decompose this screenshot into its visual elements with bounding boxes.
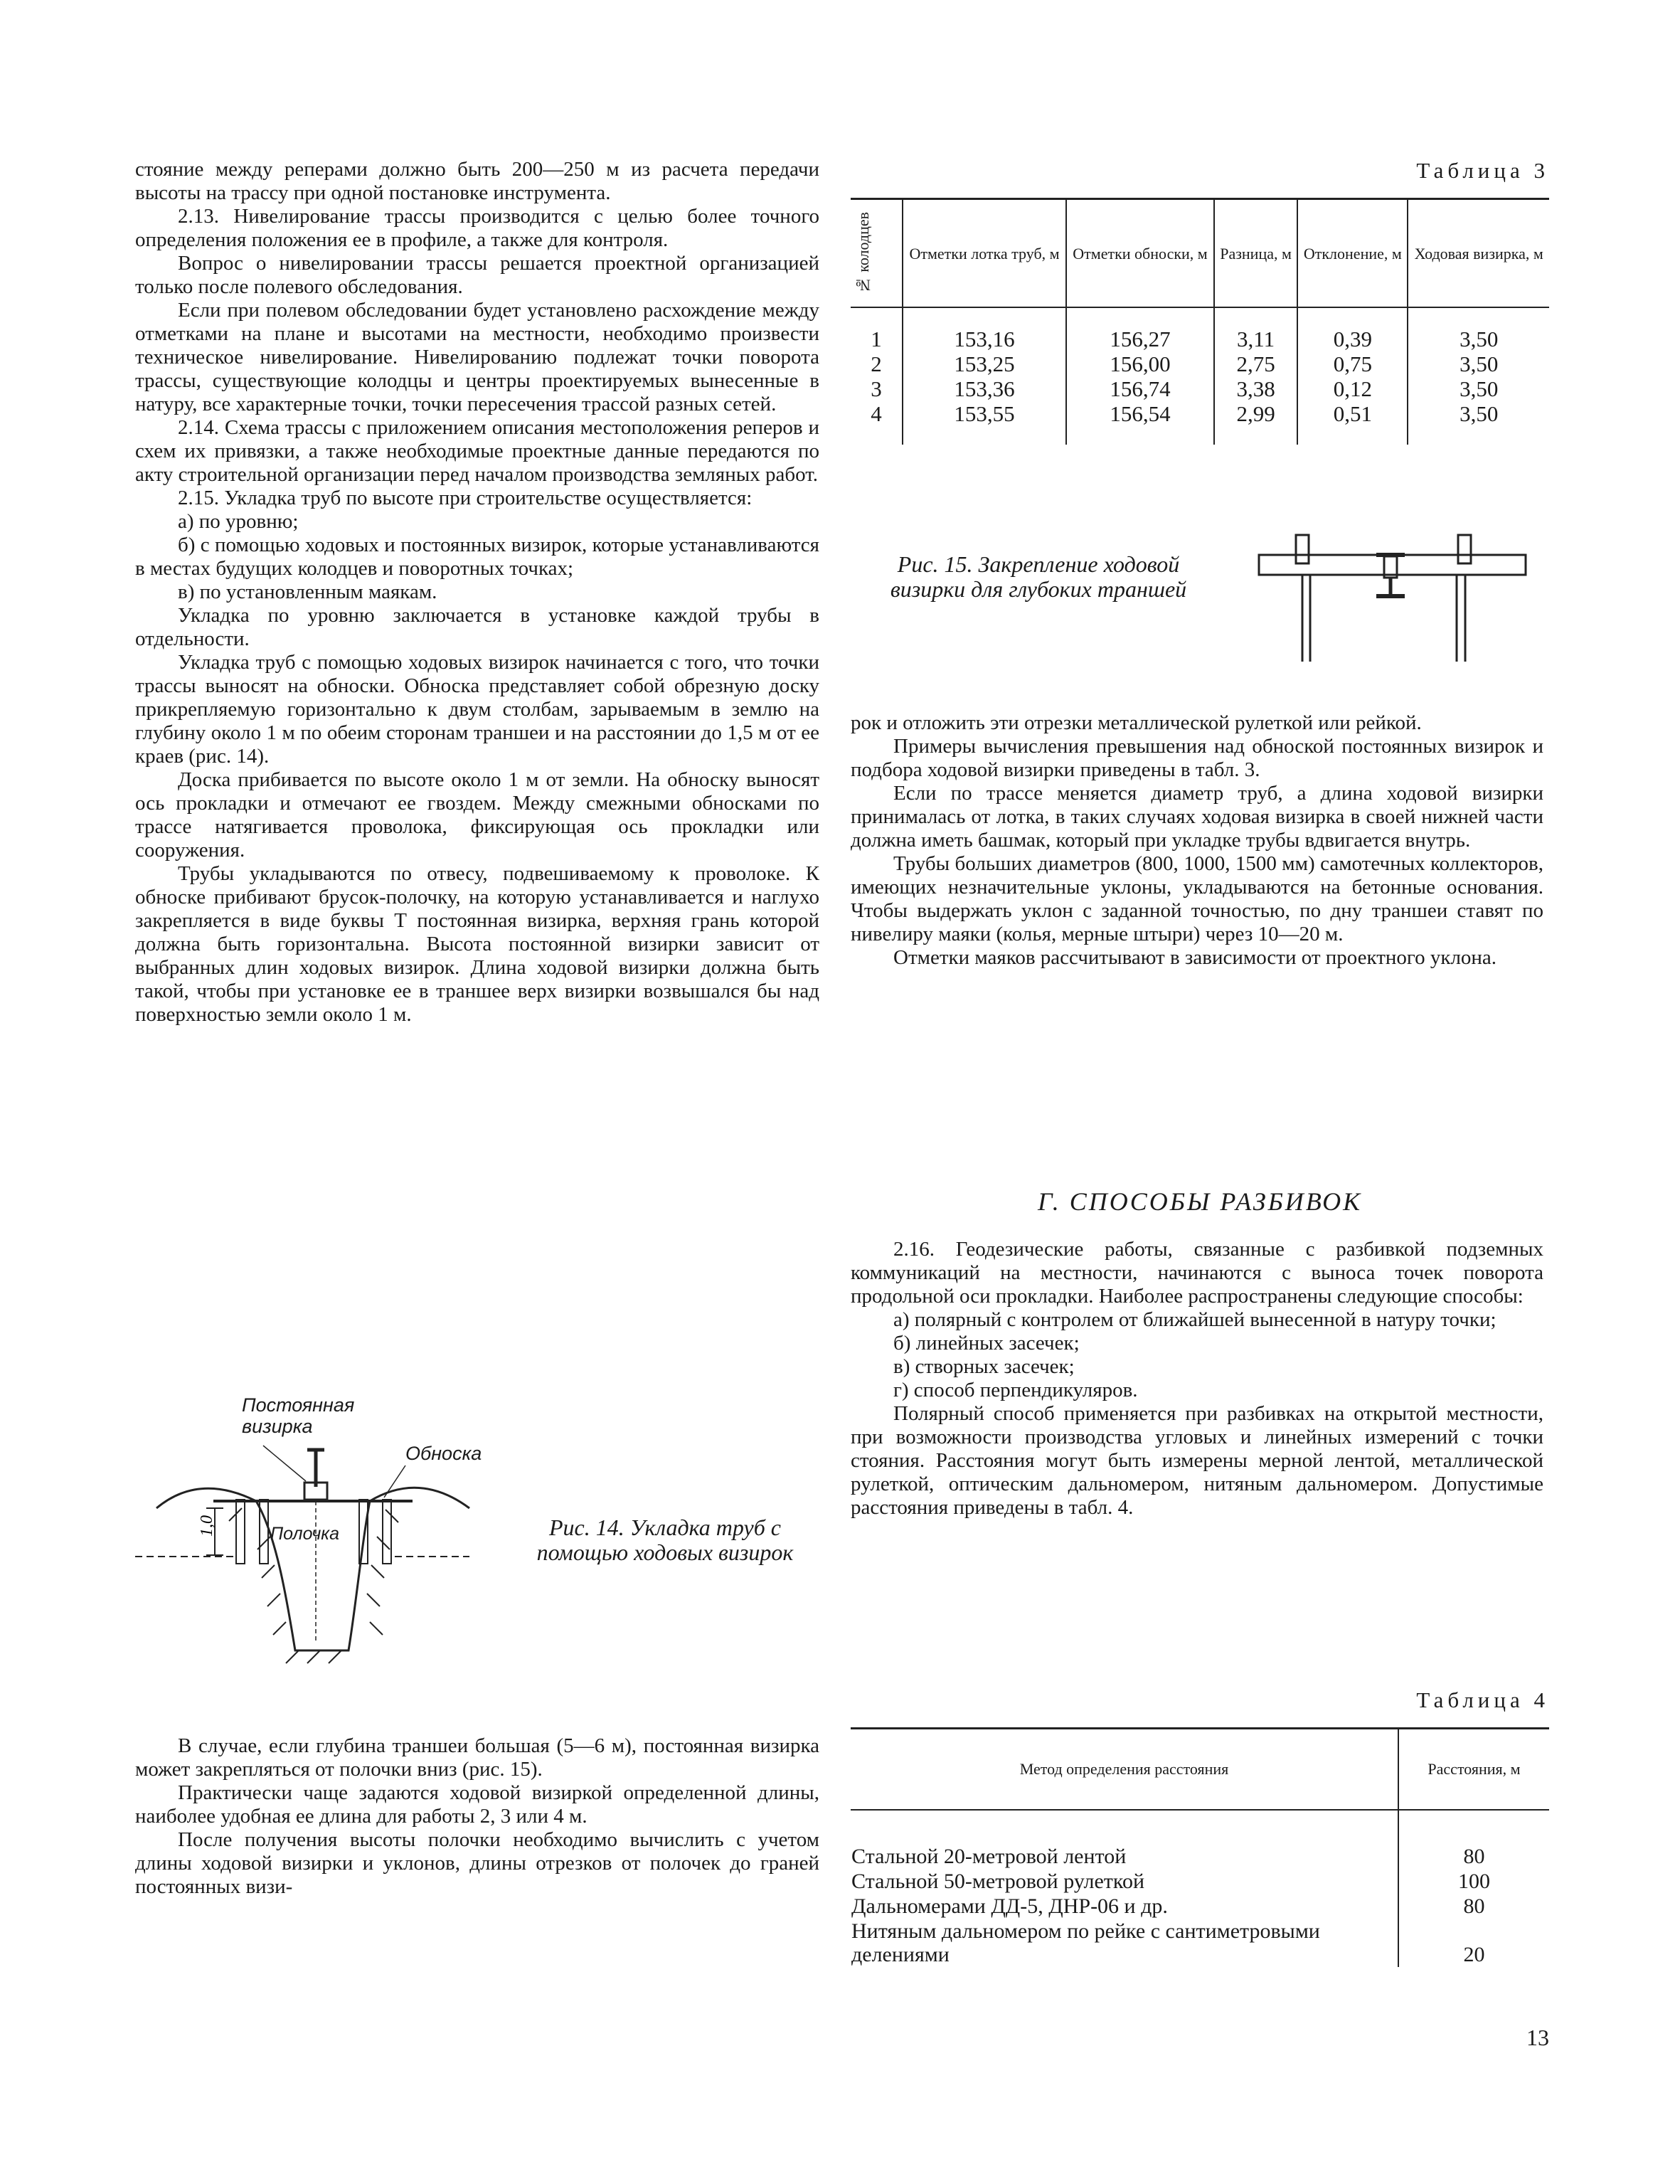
table4-cell: 100 (1398, 1869, 1549, 1894)
paragraph: стояние между реперами должно быть 200—250 м из расчета передачи высоты на трассу при одной постановке инструмента. (135, 158, 819, 204)
table3-title: Таблица 3 (1416, 158, 1549, 183)
paragraph: в) створных засечек; (893, 1355, 1075, 1378)
table3-cell: 156,00 (1066, 351, 1214, 376)
table3-cell: 2,75 (1214, 351, 1297, 376)
paragraph: В случае, если глубина траншеи большая (5—6 м), постоянная визирка может закрепляться от полочки вниз (рис. 15). (135, 1734, 819, 1781)
section-heading: Г. СПОСОБЫ РАЗБИВОК (1037, 1187, 1363, 1216)
right-column-2 (851, 1238, 1543, 1520)
table3-cell: 0,39 (1297, 307, 1408, 351)
table4-row (851, 1869, 1549, 1894)
fig14-label-polochka: Полочка (270, 1524, 339, 1544)
paragraph: Укладка по уровню заключается в установке каждой трубы в отдельности. (135, 604, 819, 650)
table3-body (851, 307, 1549, 445)
table4-row (851, 1919, 1549, 1967)
table4-header-row (851, 1729, 1549, 1811)
table4-cell: Стальной 50-метровой рулеткой (851, 1870, 1145, 1893)
table4-row (851, 1894, 1549, 1919)
table4-cell: Дальномерами ДД-5, ДНР-06 и др. (851, 1894, 1168, 1918)
paragraph: 2.14. Схема трассы с приложением описания местоположения реперов и схем их привязки, а также необходимые проектные данные передаются по акту строительной организации перед началом производства земляных работ. (135, 416, 819, 486)
table4-cell: 80 (1398, 1810, 1549, 1869)
table3-cell: 0,75 (1297, 351, 1408, 376)
table4-body (851, 1810, 1549, 1967)
paragraph: в) по установленным маякам. (178, 581, 437, 603)
paragraph: Вопрос о нивелировании трассы решается проектной организацией только после полевого обследования. (135, 252, 819, 298)
paragraph: 2.16. Геодезические работы, связанные с разбивкой подземных коммуникаций на местности, начинаются с выноса точек поворота продольной оси прокладки. Наиболее распространены следующие способы: (851, 1238, 1543, 1308)
table4-header-cell: Метод определения расстояния (1019, 1760, 1229, 1778)
table4-title: Таблица 4 (1416, 1687, 1549, 1712)
figure-15-drawing (1252, 526, 1536, 669)
paragraph: а) по уровню; (178, 510, 299, 533)
right-column (851, 711, 1543, 970)
table3-row (851, 401, 1549, 445)
paragraph: б) с помощью ходовых и постоянных визирок, которые устанавливаются в местах будущих колодцев и поворотных точках; (135, 534, 819, 580)
table-4 (851, 1727, 1549, 1967)
table3-header-cell: Разница, м (1214, 199, 1297, 308)
table3-cell: 153,16 (903, 307, 1066, 351)
table3-header-cell (851, 199, 903, 308)
paragraph: Полярный способ применяется при разбивках на открытой местности, при возможности производства угловых и линейных измерений с точки стояния. Расстояния могут быть измерены мерной лентой, металлической рулеткой, оптическим дальномером, нитяным дальномером. Допустимые расстояния приведены в табл. 4. (851, 1402, 1543, 1519)
paragraph: Практически чаще задаются ходовой визиркой определенной длины, наиболее удобная ее длина для работы 2, 3 или 4 м. (135, 1781, 819, 1828)
table3-header-text: № колодцев (854, 212, 872, 295)
fig14-caption: Рис. 14. Укладка труб с помощью ходовых визирок (536, 1515, 794, 1565)
table3-cell: 3,50 (1408, 307, 1549, 351)
table3-cell: 3,50 (1408, 376, 1549, 401)
table3-cell: 156,74 (1066, 376, 1214, 401)
table3-cell: 1 (871, 327, 882, 351)
table3-header-cell: Отклонение, м (1297, 199, 1408, 308)
paragraph: Если по трассе меняется диаметр труб, а длина ходовой визирки принималась от лотка, в таких случаях ходовая визирка в своей нижней части должна иметь башмак, который при укладке трубы вдвигается внутрь. (851, 782, 1543, 852)
figure-14 (135, 1394, 846, 1665)
table3-header-cell: Отметки лотка труб, м (903, 199, 1066, 308)
table4-cell: Стальной 20-метровой лентой (851, 1845, 1127, 1868)
table3-row (851, 376, 1549, 401)
paragraph: б) линейных засечек; (893, 1332, 1080, 1355)
fig15-caption: Рис. 15. Закрепление ходовой визирки для глубоких траншей (890, 551, 1187, 602)
paragraph: Если при полевом обследовании будет установлено расхождение между отметками на плане и высотами на местности, необходимо произвести техническое нивелирование. Нивелированию подлежат точки поворота трассы, существующие колодцы и центры проектируемых вынесенные в натуру, все характерные точки, точки пересечения трассой разных сетей. (135, 299, 819, 415)
table4-cell: 80 (1398, 1894, 1549, 1919)
paragraph: Укладка труб с помощью ходовых визирок начинается с того, что точки трассы выносят на обноски. Обноска представляет собой обрезную доску прикрепляемую горизонтально к двум столбам, зарываемым в землю на глубину около 1 м по обеим сторонам траншеи и на расстоянии до 1,5 м от ее краев (рис. 14). (135, 651, 819, 768)
table3-cell: 3,50 (1408, 401, 1549, 445)
table3-cell: 2,99 (1214, 401, 1297, 445)
table3-cell: 3,11 (1214, 307, 1297, 351)
table4-cell: 20 (1398, 1919, 1549, 1967)
table3-cell: 3,38 (1214, 376, 1297, 401)
paragraph: рок и отложить эти отрезки металлической рулеткой или рейкой. (851, 711, 1422, 734)
table3-row (851, 351, 1549, 376)
fig14-dim-label: 1,0 (198, 1515, 216, 1537)
table3-header-cell: Ходовая визирка, м (1408, 199, 1549, 308)
fig14-label-obnoska: Обноска (405, 1443, 482, 1464)
table3-cell: 153,55 (903, 401, 1066, 445)
table3-cell: 3 (871, 376, 882, 401)
table4-cell: Нитяным дальномером по рейке с сантиметровыми делениями (851, 1919, 1320, 1966)
table3-cell: 4 (871, 401, 882, 426)
table3-row (851, 307, 1549, 351)
table-3 (851, 198, 1549, 445)
paragraph: Трубы больших диаметров (800, 1000, 1500 мм) самотечных коллекторов, имеющих незначительные уклоны, укладываются на бетонные основания. Чтобы выдержать уклон с заданной точностью, по дну траншеи ставят по нивелиру маяки (колья, мерные штыри) через 10—20 м. (851, 852, 1543, 945)
table3-cell: 0,51 (1297, 401, 1408, 445)
paragraph: После получения высоты полочки необходимо вычислить с учетом длины ходовой визирки и уклонов, длины отрезков от полочек до граней постоянных визи- (135, 1828, 819, 1898)
paragraph: Примеры вычисления превышения над обноской постоянных визирок и подбора ходовой визирки приведены в табл. 3. (851, 735, 1543, 781)
paragraph: а) полярный с контролем от ближайшей вынесенной в натуру точки; (893, 1308, 1496, 1331)
paragraph: Трубы укладываются по отвесу, подвешиваемому к проволоке. К обноске прибивают брусок-полочку, на которую устанавливается и наглухо закрепляется в виде буквы Т постоянная визирка, верхняя грань которой должна быть горизонтальна. Высота постоянной визирки зависит от выбранных длин ходовых визирок. Длина ходовой визирки должна быть такой, чтобы при установке ее в траншее верх визирки возвышался бы над поверхностью земли около 1 м. (135, 862, 819, 1026)
table3-cell: 153,25 (903, 351, 1066, 376)
fig14-label-visirka: Постоянная визирка (242, 1394, 355, 1437)
table4-header-cell: Расстояния, м (1398, 1729, 1549, 1811)
table3-cell: 153,36 (903, 376, 1066, 401)
paragraph: г) способ перпендикуляров. (893, 1379, 1138, 1401)
table4-row (851, 1810, 1549, 1869)
left-column-bottom (135, 1734, 819, 1899)
table3-header-row (851, 199, 1549, 308)
table3-cell: 156,27 (1066, 307, 1214, 351)
table3-cell: 3,50 (1408, 351, 1549, 376)
table3-cell: 0,12 (1297, 376, 1408, 401)
table3-cell: 2 (871, 351, 882, 376)
table3-cell: 156,54 (1066, 401, 1214, 445)
paragraph: Доска прибивается по высоте около 1 м от земли. На обноску выносят ось прокладки и отмечают ее гвоздем. Между смежными обносками по трассе натягивается проволока, фиксирующая ось прокладки или сооружения. (135, 768, 819, 862)
paragraph: Отметки маяков рассчитывают в зависимости от проектного уклона. (893, 946, 1497, 969)
table3-header-cell: Отметки обноски, м (1066, 199, 1214, 308)
page-number: 13 (1526, 2025, 1549, 2050)
paragraph: 2.15. Укладка труб по высоте при строительстве осуществляется: (178, 487, 753, 509)
left-column (135, 158, 819, 1027)
paragraph: 2.13. Нивелирование трассы производится с целью более точного определения положения ее в профиле, а также для контроля. (135, 205, 819, 251)
